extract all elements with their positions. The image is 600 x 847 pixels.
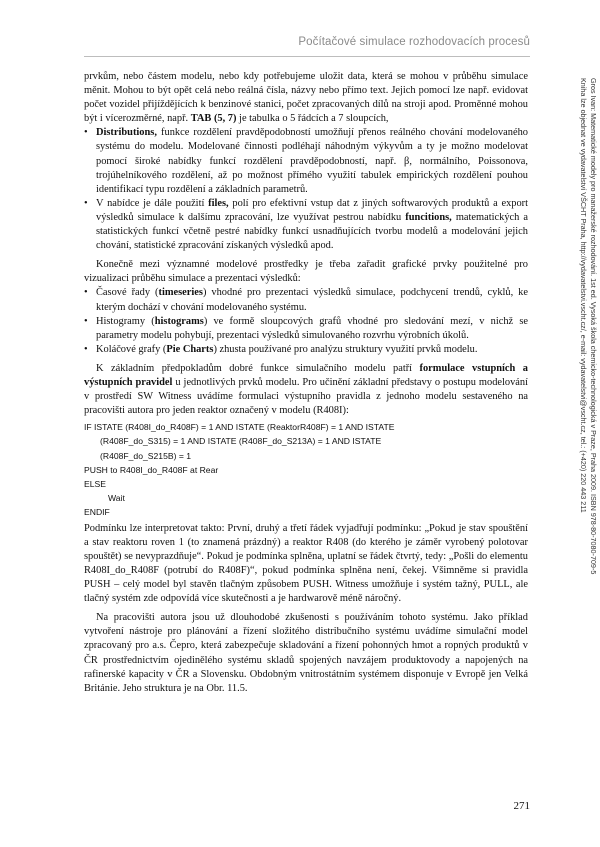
code-line: (R408F_do_S215B) = 1 — [100, 450, 192, 461]
text-run: prvkům, nebo částem modelu, nebo kdy potřebujeme uložit data, která se mohou v průběhu simulace měnit. Mohou to být opět celá nebo reálná čísla, názvy nebo přímo text. Jejich pomocí lze např. evidovat počet vozidel přijíždějících k benzinové stanici, počet zpracovaných dílů na stroji apod. Proměnné mohou být i vícerozměrné, např. — [84, 71, 528, 125]
text-run: K základním předpokladům dobré funkce simulačního modelu patří — [96, 362, 420, 374]
code-line: Wait — [108, 493, 125, 504]
paragraph-cepro — [84, 611, 528, 696]
page-number: 271 — [513, 800, 530, 812]
bullet-list-graphics — [84, 286, 528, 356]
code-line: (R408F_do_S315) = 1 AND ISTATE (R408F_do_S213A) = 1 AND ISTATE — [100, 436, 382, 447]
bold-term: Pie Charts — [166, 343, 214, 355]
bold-term: TAB (5, 7) — [190, 113, 237, 125]
sidebar-citation: Gros Ivan: Matematické modely pro manažerské rozhodování. 1st ed. Vysoká škola chemicko-technologická v Praze, Praha 2009. ISBN 978-80-7080-709-5 — [589, 78, 598, 575]
text-run: Časové řady ( — [96, 287, 159, 299]
text-run: V nabídce je dále použití — [96, 197, 209, 209]
bullet-pie-charts — [84, 343, 528, 357]
bullet-timeseries — [84, 286, 528, 314]
paragraph-variables — [84, 70, 528, 126]
bold-term: Distributions, — [96, 127, 157, 139]
code-line: IF ISTATE (R408I_do_R408F) = 1 AND ISTATE (ReaktorR408F) = 1 AND ISTATE — [84, 422, 395, 433]
text-run: Podmínku lze interpretovat takto: První, druhý a třetí řádek vyjadřují podmínku: „Pokud je stav spouštění a stav reaktoru roven 1 (to znamená prázdný) a reaktor R408 (do kterého je záměr vyrobený polotovar spouštět) se nevyprazdňuje“. Pokud je podmínka splněna, uplatní se řádek čtvrtý, tedy: „Pošli do elementu R408I_do_R408F (potrubí do R408F)“, pokud podmínka splněna není, čekej. Všimněme si pravidla PUSH – celý model byl stavěn tlačným způsobem PUSH. Witness umožňuje i systém tažný, PULL, ale tlačný systém zde odpovídá více skutečnosti a je hardwarově méně náročný. — [84, 522, 528, 605]
bullet-list-modelling — [84, 126, 528, 253]
bold-term: funcitions, — [405, 211, 452, 223]
bullet-distributions — [84, 126, 528, 196]
copyright-sidebar — [578, 78, 600, 638]
text-run: Koláčové grafy ( — [96, 343, 167, 355]
text-run: matematických a statistických funkcí včetně pestré nabídky funkcí usnadňujících tvorbu modelů a modelování jejich chování, statistické zpracování získaných výsledků apod. — [96, 211, 528, 252]
paragraph-graphics — [84, 258, 528, 286]
text-run: Na pracovišti autora jsou už dlouhodobé zkušenosti s používáním tohoto systému. Jako příklad vytvoření nástroje pro plánování a řízení složitého distribučního systému uvádíme simulační model zpracovaný pro a.s. Čepro, která zabezpečuje skladování a řízení pohonných hmot a ropných produktů v ČR prostřednictvím ojedinělého systému skladů spojených navzájem produktovody a napojených na rafinerské kapacity v ČR a Slovensku. Obdobným vnitrostátním systémem disponuje v Evropě jen Velká Británie. Jeho struktura je na Obr. 11.5. — [84, 612, 528, 694]
bullet-histograms — [84, 315, 528, 343]
text-run: u jednotlivých prvků modelu. Pro učinění základní představy o postupu modelování v prostředí SW Witness uvádíme formulaci výstupního pravidla z jednoho modelu sestaveného na pracovišti autora pro jeden reaktor označený v modelu (R408I): — [84, 376, 528, 417]
sidebar-order-info: Kniha lze objednat ve vydavatelství VŠCHT Praha, http://vydavatelstvi.vscht.cz/, e-mail: vydavatelstvi@vscht.cz, tel.: (+420) 220 443 211 — [579, 78, 589, 513]
bold-term: timeseries — [158, 287, 203, 299]
code-line: ELSE — [84, 479, 106, 490]
main-text — [84, 70, 528, 696]
bold-term: files, — [208, 197, 229, 209]
text-run: ) ve formě sloupcových grafů vhodné pro sledování mezí, v nichž se parametry modelu pohybují, prezentaci výsledků simulovaného rozvrhu výrobních úkolů. — [96, 315, 529, 341]
text-run: je tabulka o 5 řádcích a 7 sloupcích, — [236, 113, 389, 125]
text-run: ) zhusta používané pro analýzu struktury využití prvků modelu. — [213, 343, 478, 355]
code-block — [84, 420, 528, 519]
running-head: Počítačové simulace rozhodovacích procesů — [298, 36, 530, 48]
paragraph-rules — [84, 362, 528, 418]
text-run: ) vhodné pro prezentaci výsledků simulace, podchycení trendů, cyklů, ke kterým dochází v chování modelovaného systému. — [96, 287, 528, 313]
paragraph-interpretation — [84, 522, 528, 607]
bold-term: formulace vstupních a výstupních pravidel — [84, 362, 528, 388]
text-run: polí pro efektivní vstup dat z jiných softwarových produktů a export výsledků simulace k dalšímu zpracování, lze využívat pestrou nabídku — [96, 197, 529, 223]
header-rule — [84, 56, 530, 57]
code-line: ENDIF — [84, 507, 110, 518]
code-line: PUSH to R408I_do_R408F at Rear — [84, 464, 219, 475]
bullet-files-functions — [84, 197, 528, 253]
bold-term: histograms — [154, 315, 204, 327]
text-run: Konečně mezi významné modelové prostředky je třeba zařadit grafické prvky použitelné pro vizualizaci průběhu simulace a prezentaci výsledků: — [84, 259, 528, 285]
text-run: Histogramy ( — [96, 315, 155, 327]
text-run: funkce rozdělení pravděpodobností umožňují přenos reálného chování modelovaného systému do modelu. Modelované činnosti podléhají náhodným výkyvům a ty je možno modelovat pomocí široké nabídky funkcí rozdělení pravděpodobností, např. β, normálního, Poissonova, trojúhelníkového rozdělení, až po možnost přímého využití tabulek empirických rozdělení pouhou identifikací typu rozdělení a základních parametrů. — [96, 127, 528, 195]
